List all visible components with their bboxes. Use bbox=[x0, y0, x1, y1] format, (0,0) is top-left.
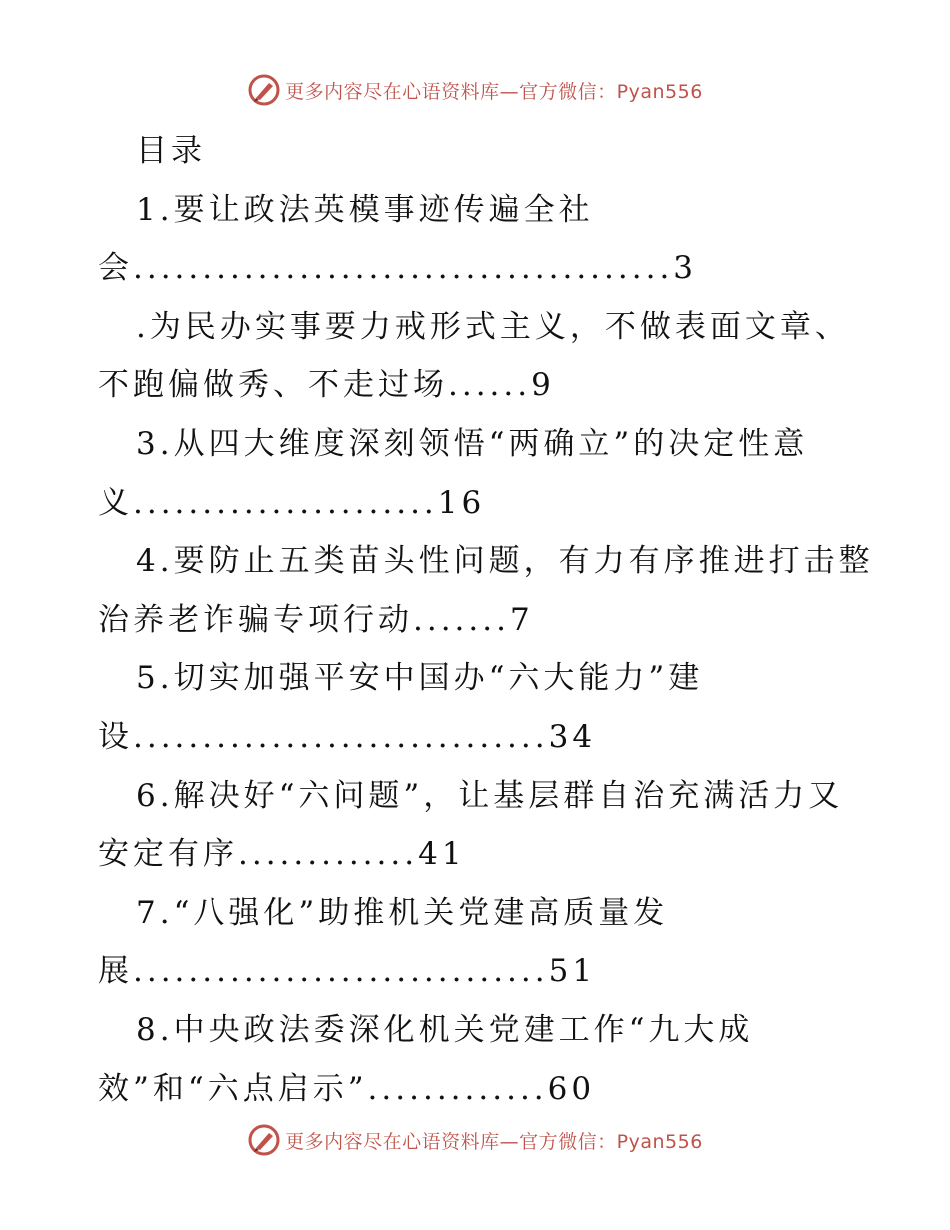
toc-entry-continuation: 会.......................................3 bbox=[98, 250, 698, 287]
toc-entry-continuation: 不跑偏做秀、不走过场......9 bbox=[98, 367, 555, 404]
watermark-text: 更多内容尽在心语资料库—官方微信：Pyan556 bbox=[285, 80, 703, 103]
toc-entry-title: 5.切实加强平安中国办“六大能力”建 bbox=[136, 660, 704, 697]
toc-entry-title: 4.要防止五类苗头性问题，有力有序推进打击整 bbox=[136, 543, 874, 580]
toc-entry-title: 1.要让政法英模事迹传遍全社 bbox=[136, 191, 594, 228]
toc-entry-title: 3.从四大维度深刻领悟“两确立”的决定性意 bbox=[136, 425, 809, 462]
toc-entry-title: 6.解决好“六问题”，让基层群自治充满活力又 bbox=[136, 777, 844, 814]
toc-heading: 目录 bbox=[136, 133, 206, 169]
toc-entry-continuation: 设..............................34 bbox=[98, 718, 597, 755]
toc-entry-continuation: 安定有序.............41 bbox=[98, 836, 466, 873]
pen-logo-icon bbox=[247, 73, 281, 107]
watermark-text: 更多内容尽在心语资料库—官方微信：Pyan556 bbox=[285, 1130, 703, 1153]
toc-entries bbox=[98, 181, 874, 1119]
table-of-contents bbox=[98, 122, 874, 1118]
toc-entry-continuation: 效”和“六点启示”.............60 bbox=[98, 1070, 596, 1107]
toc-entry-title: 8.中央政法委深化机关党建工作“九大成 bbox=[136, 1011, 754, 1048]
watermark-banner-top bbox=[0, 68, 950, 112]
toc-entry-continuation: 治养老诈骗专项行动.......7 bbox=[98, 601, 534, 638]
toc-entry-continuation: 义......................16 bbox=[98, 484, 486, 521]
toc-entry-title: .为民办实事要力戒形式主义，不做表面文章、 bbox=[136, 308, 850, 345]
watermark-banner-bottom bbox=[0, 1118, 950, 1162]
toc-entry-title: 7.“八强化”助推机关党建高质量发 bbox=[136, 894, 669, 931]
toc-entry-continuation: 展..............................51 bbox=[98, 953, 597, 990]
pen-logo-icon bbox=[247, 1123, 281, 1157]
